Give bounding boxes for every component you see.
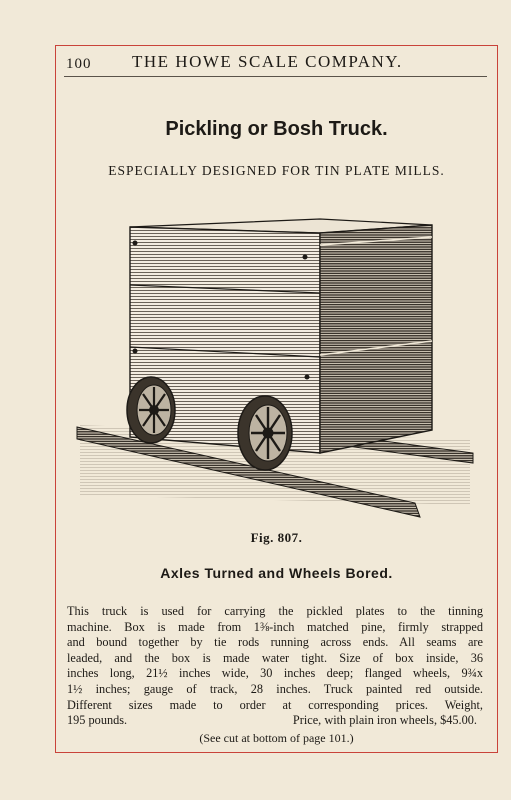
description-line: leaded, and the box is made water tight. Size of box inside, 36 xyxy=(67,650,483,665)
wheel-left xyxy=(127,377,175,443)
description-line: 1½ inches; gauge of track, 28 inches. Truck painted red outside. xyxy=(67,681,483,696)
figure-caption: Fig. 807. xyxy=(250,530,303,545)
box-side-face xyxy=(320,225,432,453)
header-rule xyxy=(64,76,487,77)
description-line: inches long, 21½ inches wide, 30 inches deep; flanged wheels, 9¾x xyxy=(67,666,483,681)
footnote: (See cut at bottom of page 101.) xyxy=(199,731,354,745)
truck-illustration xyxy=(75,205,475,525)
description-line: and bound together by tie rods running across ends. All seams are xyxy=(67,635,483,650)
wheel-right xyxy=(238,396,292,470)
description-line: This truck is used for carrying the pickled plates to the tinning xyxy=(67,604,483,618)
running-header xyxy=(66,52,486,74)
description-line: machine. Box is made from 1⅜-inch matched pine, firmly strapped xyxy=(67,619,483,634)
description xyxy=(67,604,483,729)
weight-price-line xyxy=(67,713,483,729)
description-line: Different sizes made to order at corresponding prices. Weight, xyxy=(67,697,483,712)
company-name: THE HOWE SCALE COMPANY. xyxy=(132,52,403,71)
feature-heading: Axles Turned and Wheels Bored. xyxy=(160,565,393,581)
product-title: Pickling or Bosh Truck. xyxy=(165,118,388,140)
product-subtitle: ESPECIALLY DESIGNED FOR TIN PLATE MILLS. xyxy=(108,163,445,178)
weight-value: 195 pounds. xyxy=(67,713,128,728)
price-text: Price, with plain iron wheels, $45.00. xyxy=(292,713,477,728)
page-number: 100 xyxy=(66,56,92,72)
